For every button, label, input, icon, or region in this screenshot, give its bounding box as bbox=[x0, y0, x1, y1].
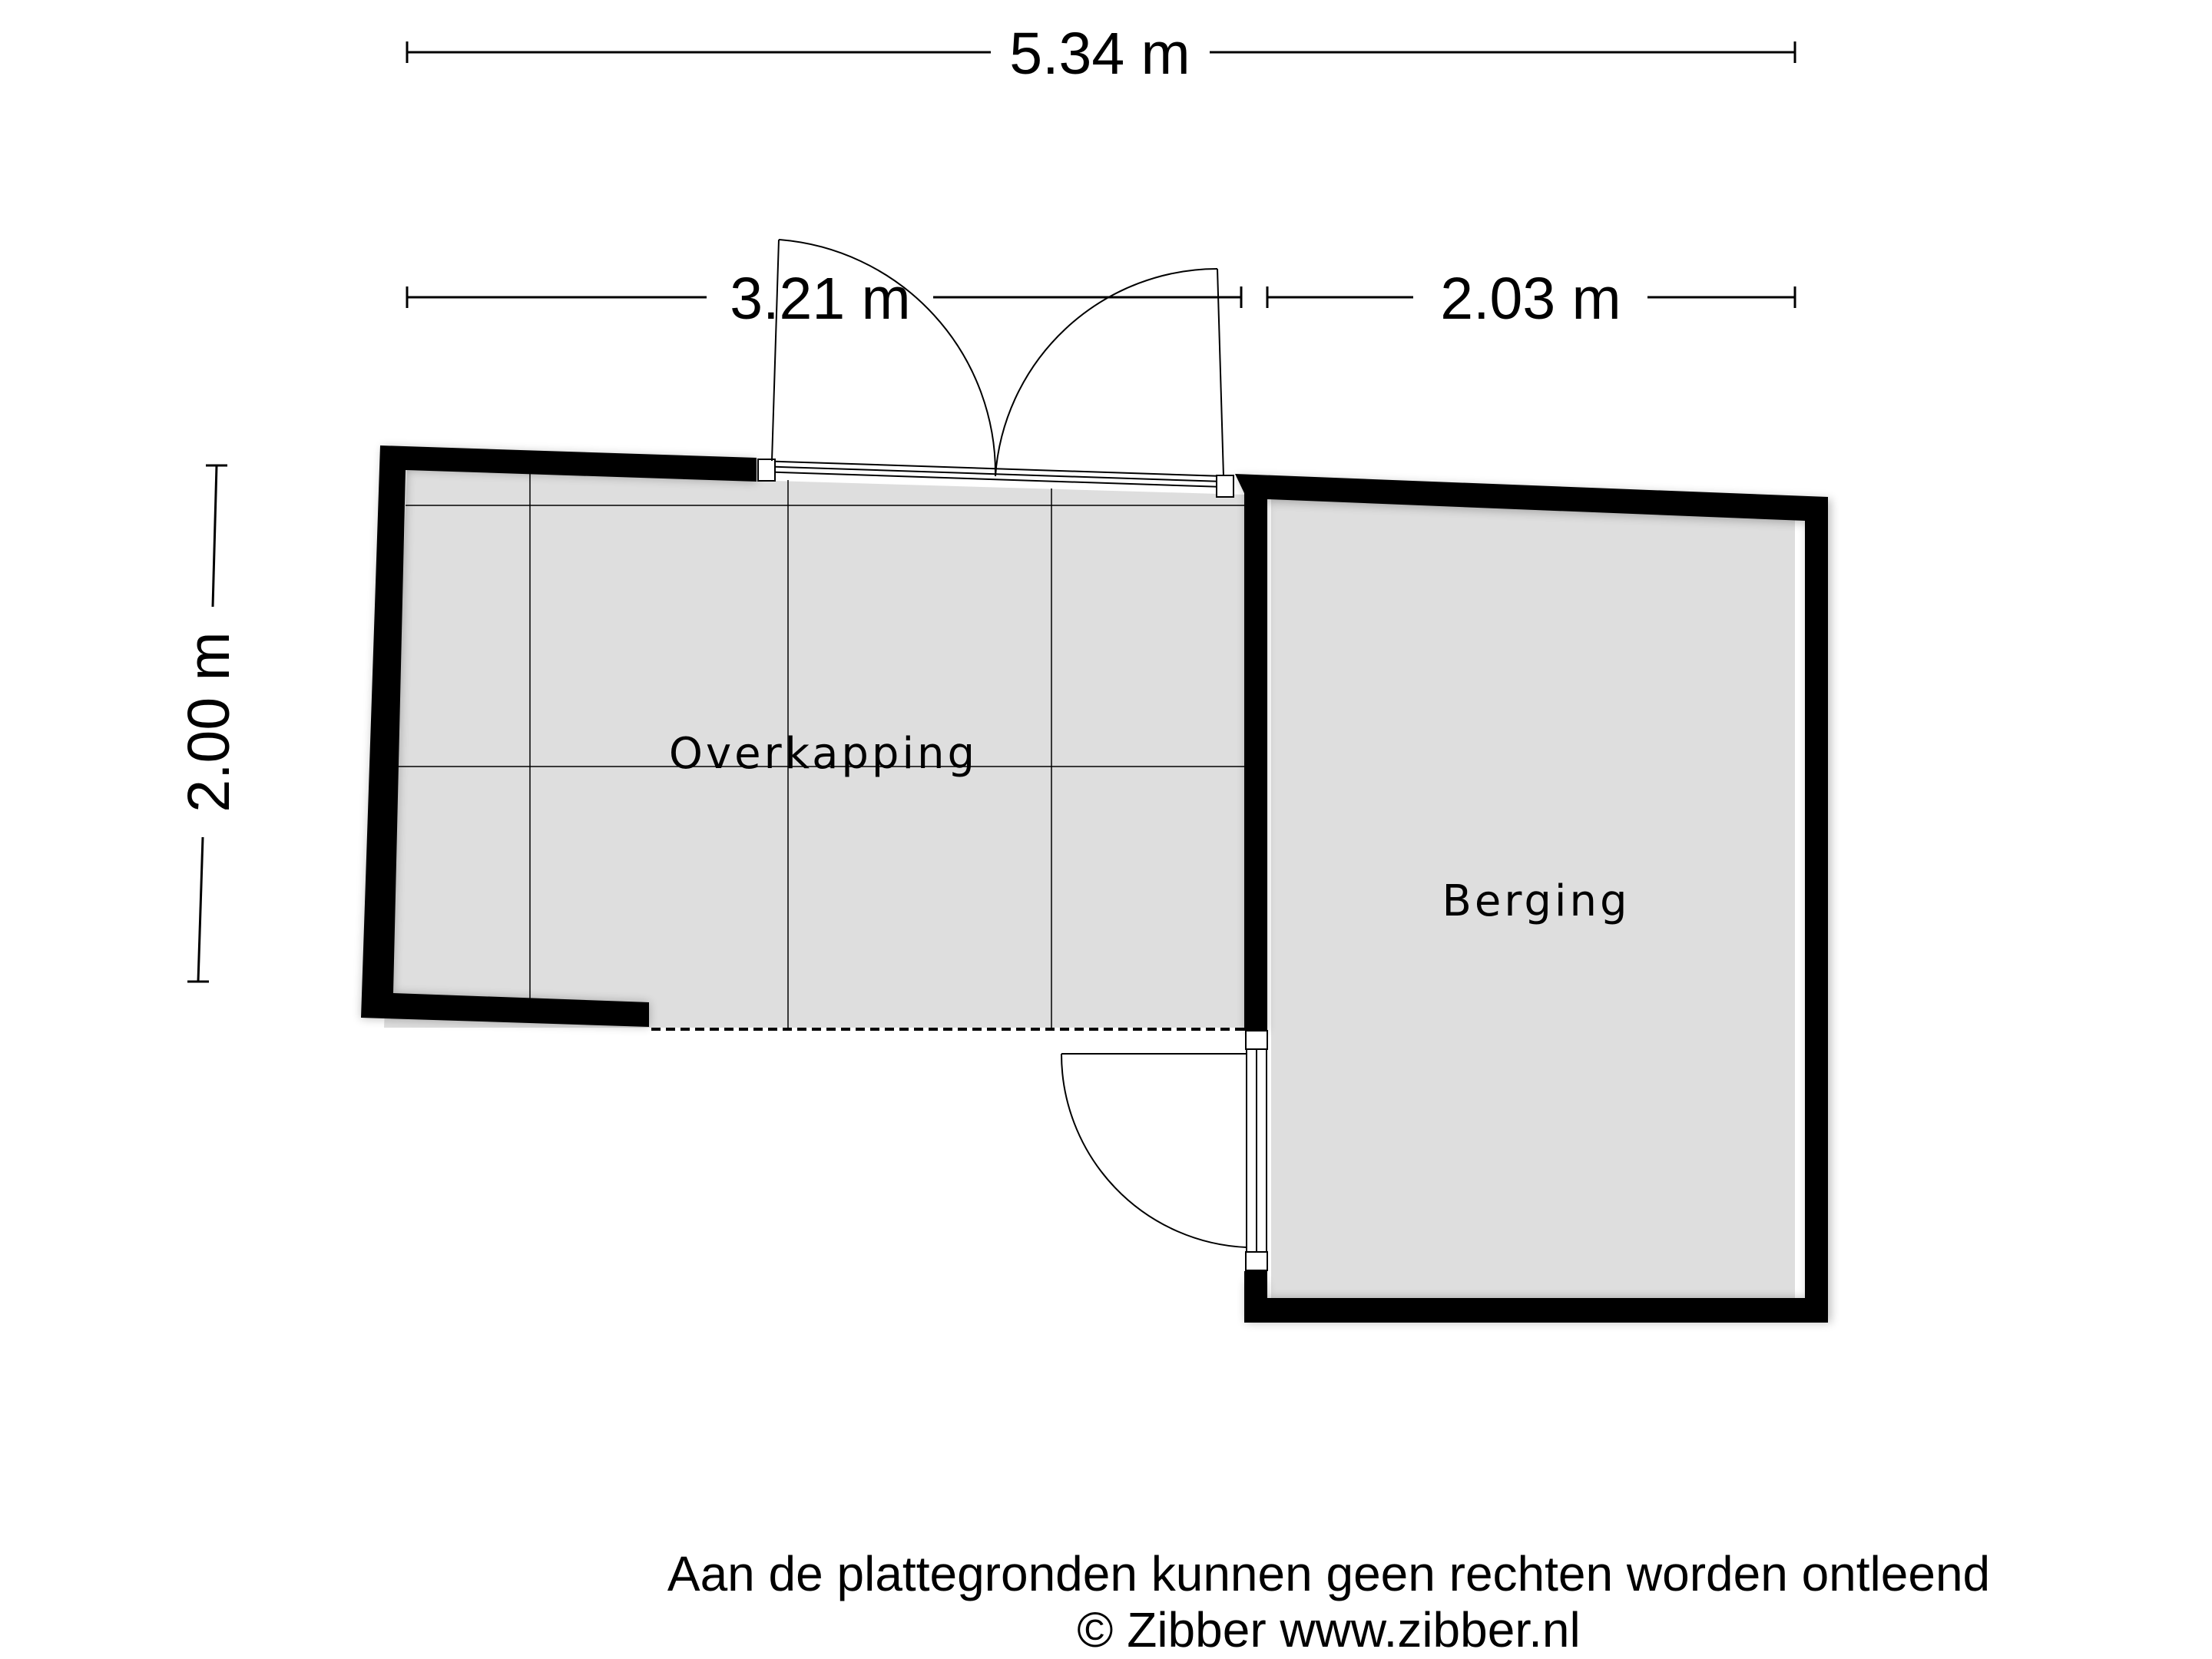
dimension-left-width bbox=[407, 266, 1241, 332]
room-label-berging: Berging bbox=[1442, 876, 1631, 926]
dimension-total-width-label: 5.34 m bbox=[1009, 21, 1190, 87]
copyright-text: © Zibber www.zibber.nl bbox=[1077, 1602, 1581, 1657]
side-door-berging bbox=[1061, 1031, 1267, 1270]
dimension-left-width-label: 3.21 m bbox=[730, 266, 911, 332]
dimension-total-width bbox=[407, 21, 1795, 87]
dimension-depth-label: 2.00 m bbox=[176, 631, 242, 813]
dimension-right-width bbox=[1267, 266, 1795, 332]
room-label-overkapping: Overkapping bbox=[668, 729, 979, 779]
disclaimer-text: Aan de plattegronden kunnen geen rechten worden ontleend bbox=[667, 1546, 1991, 1601]
dimension-depth bbox=[176, 465, 242, 982]
dimension-right-width-label: 2.03 m bbox=[1440, 266, 1621, 332]
